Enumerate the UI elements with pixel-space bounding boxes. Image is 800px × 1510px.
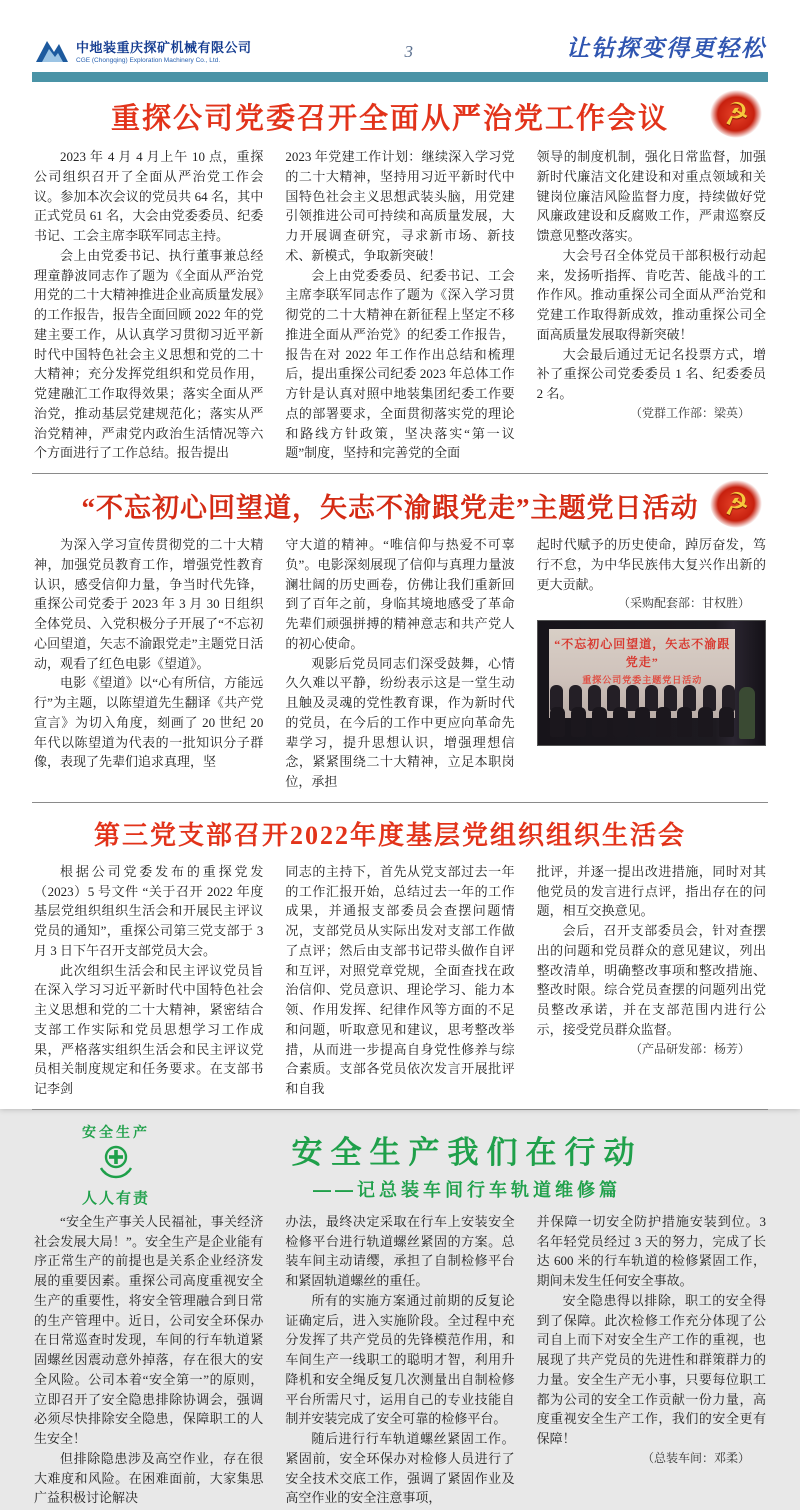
section-divider: [32, 802, 768, 803]
article2-columns: [32, 533, 768, 794]
safety-cross-emblem-icon: [95, 1142, 137, 1182]
safety-logo-top-label: 安全生产: [82, 1123, 150, 1140]
safety-logo-bottom-label: 人人有责: [81, 1189, 150, 1207]
article3-columns: [32, 860, 768, 1101]
article1-columns: [32, 145, 768, 465]
article1-title-row: [32, 92, 768, 145]
article3-col2: [285, 862, 514, 1099]
article-paragraph: 2023 年党建工作计划：继续深入学习党的二十大精神，坚持用习近平新时代中国特色社会主义思想武装头脑，用党建引领推进公司可持续和高质量发展，大力开展调查研究，寻求新市场、新技术、新模式，争取新突破！: [285, 149, 515, 263]
party-emblem-icon: ☭: [707, 87, 765, 142]
article4-col1: [34, 1212, 263, 1508]
article-paragraph: 所有的实施方案通过前期的反复论证确定后，进入实施阶段。全过程中充分发挥了共产党员的先锋模范作用，和车间生产一线职工的聪明才智，利用升降机和安全绳反复几次测量出自制检修平台所需尺寸，运用自己的专业技能自制并安装完成了安全可靠的检修平台。: [285, 1292, 515, 1427]
article3-title-row: [32, 811, 768, 860]
company-logo-icon: [34, 37, 70, 64]
article-paragraph: 同志的主持下，首先从党支部过去一年的工作汇报开始，总结过去一年的工作成果，并通报支部委员会查摆问题情况，支部党员从实际出发对支部工作做了点评；然后由支部书记带头做作自评和互评，对照党章党规，全面查找在政治信仰、党员意识、理论学习、能力本领、作用发挥、纪律作风等方面的不足和问题，听取意见和建议，思考整改举措，从而进一步提高自身党性修养与综合素质。支部各党员依次发言开展批评和自我: [285, 863, 515, 1096]
article-branch-life-meeting: [32, 811, 768, 1101]
article-party-committee-meeting: [32, 92, 768, 465]
article2-title: “不忘初心回望道，矢志不渝跟党走”主题党日活动: [81, 493, 699, 523]
article4-title: 安全生产我们在行动: [291, 1135, 643, 1171]
article-paragraph: 2023 年 4 月 4 月上午 10 点，重探公司组织召开了全面从严治党工作会议。参加本次会议的党员共 64 名，其中正式党员 61 名，大会由党委委员、纪委书记、工会主席李联军同志主持。: [34, 149, 264, 243]
article-paragraph: 并保障一切安全防护措施安装到位。3 名年轻党员经过 3 天的努力，完成了长达 600 米的行车轨道的检修紧固工作，期间未发生任何安全事故。: [536, 1213, 766, 1288]
article3-byline: （产品研发部：杨芳）: [629, 1041, 750, 1056]
company-name-en: CGE (Chongqing) Exploration Machinery Co., Ltd.: [76, 57, 221, 64]
article-paragraph: 但排除隐患涉及高空作业，存在很大难度和风险。在困难面前，大家集思广益积极讨论解决: [34, 1450, 264, 1506]
article2-col3: [537, 535, 766, 792]
standing-person-silhouette: [739, 687, 755, 739]
article-paragraph: 大会最后通过无记名投票方式，增补了重探公司党委委员 1 名、纪委委员 2 名。: [536, 346, 766, 401]
company-brand: [34, 37, 252, 64]
article-paragraph: 守大道的精神。“唯信仰与热爱不可辜负”。电影深刻展现了信仰与真理力量波澜壮阔的历史画卷，仿佛让我们重新回到了百年之前，身临其境地感受了革命先辈们顽强拼搏的精神意志和共产党人的初心使命。: [285, 537, 515, 651]
article-paragraph: 会上由党委书记、执行董事兼总经理童静波同志作了题为《全面从严治党用党的二十大精神推进企业高质量发展》的工作报告，报告全面回顾 2022 年的党建主要工作，从认真学习贯彻习近平新时代中国特色社会主义思想和党的二十大精神；充分发挥党组织和党员作用，党建融汇工作取得效果；落实全面从严治党，推动基层党建规范化；落实从严治党精神，严肃党内政治生活情况等六个方面进行了工作总结。报告提出: [34, 247, 264, 461]
company-name-block: [76, 37, 252, 64]
article-paragraph: 安全隐患得以排除，职工的安全得到了保障。此次检修工作充分体现了公司自上而下对安全生产工作的重视，也展现了共产党员的先进性和群策群力的力量。安全生产无小事，只要每位职工都为公司的安全工作贡献一份力量，高度重视安全生产工作，我们的安全更有保障！: [536, 1292, 766, 1446]
article4-header: [32, 1118, 768, 1210]
article4-columns: [32, 1210, 768, 1510]
article-paragraph: 为深入学习宣传贯彻党的二十大精神，加强党员教育工作，增强党性教育认识，感受信仰力量，争当时代先锋，重探公司党委于 2023 年 3 月 30 日组织全体党员、入党积极分子开展了“不忘初心回望道，矢志不渝跟党走”主题党日活动，观看了红色电影《望道》。: [34, 537, 264, 671]
party-emblem-icon: ☭: [707, 477, 765, 532]
article1-col3: [537, 147, 766, 463]
safety-logo: [56, 1122, 176, 1208]
masthead-divider-bar: [32, 72, 768, 82]
article1-col2: [285, 147, 514, 463]
masthead-slogan: 让钻探变得更轻松: [565, 36, 766, 61]
masthead: [32, 30, 768, 70]
article-paragraph: 会上由党委委员、纪委书记、工会主席李联军同志作了题为《深入学习贯彻党的二十大精神在新征程上坚定不移推进全面从严治党》的纪委工作报告，报告在对 2022 年工作作出总结和梳理后，提出重探公司纪委 2023 年总体工作方针是认真对照中地装集团纪委工作要点的部署要求，全面贯彻落实党的理论和路线方针政策，坚决落实“第一议题”制度，坚持和完善党的全面: [285, 267, 515, 461]
crowd-silhouettes-front-row: [547, 707, 738, 737]
article-paragraph: 大会号召全体党员干部积极行动起来，发扬听指挥、肯吃苦、能战斗的工作作风。推动重探公司全面从严治党和党建工作取得新成效，推动重探公司全面高质量发展取得新突破！: [536, 247, 766, 342]
article4-col3: [537, 1212, 766, 1508]
article-theme-party-day: [32, 482, 768, 794]
article-paragraph: 电影《望道》以“心有所信，方能远行”为主题，以陈望道先生翻译《共产党宣言》为切入角度，刻画了 20 世纪 20 年代以陈望道为代表的一批知识分子群像，表现了先辈们追求真理，坚: [34, 675, 264, 770]
article2-title-row: [32, 482, 768, 533]
article-paragraph: 领导的制度机制，强化日常监督，加强新时代廉洁文化建设和对重点领域和关键岗位廉洁风险监督力度，持续做好党风廉政建设和反腐败工作，严肃巡察反馈意见整改落实。: [536, 149, 766, 243]
company-name: 中地装重庆探矿机械有限公司: [76, 40, 252, 55]
page-number: 3: [404, 42, 413, 61]
photo-banner-line2: 重探公司党委主题党日活动: [582, 675, 703, 686]
article-paragraph: 起时代赋予的历史使命，踔厉奋发，笃行不怠，为中华民族伟大复兴作出新的更大贡献。: [536, 537, 766, 592]
article1-col1: [34, 147, 263, 463]
article-paragraph: 办法，最终决定采取在行车上安装安全检修平台进行轨道螺丝紧固的方案。总装车间主动请缨，承担了自制检修平台和紧固轨道螺丝的重任。: [285, 1213, 515, 1288]
article-paragraph: 观影后党员同志们深受鼓舞，心情久久难以平静，纷纷表示这是一堂生动且触及灵魂的党性教育课，作为新时代的党员，在今后的工作中更应向革命先辈学习，提升思想认识，增强理想信念，紧紧围绕二十大精神，立足本职岗位，承担: [285, 655, 515, 789]
article3-col3: [537, 862, 766, 1099]
article-paragraph: 此次组织生活会和民主评议党员旨在深入学习习近平新时代中国特色社会主义思想和党的二十大精神，紧密结合支部工作实际和党员思想学习工作成果，严格落实组织生活会和民主评议党员相关制度规定和任务要求。在支部书记李剑: [34, 962, 264, 1096]
article2-col2: [285, 535, 514, 792]
article1-byline: （党群工作部：梁英）: [629, 405, 750, 420]
article4-byline: （总装车间：邓柔）: [641, 1450, 750, 1465]
article-paragraph: 批评，并逐一提出改进措施，同时对其他党员的发言进行点评，指出存在的问题，相互交换意见。: [536, 863, 766, 919]
article-safety-production: [32, 1118, 768, 1510]
photo-banner-line1: “不忘初心回望道，矢志不渝跟党走”: [554, 636, 731, 670]
article-paragraph: “安全生产事关人民福祉，事关经济社会发展大局！”。安全生产是企业能有序正常生产的前提也是关系企业经济发展的重要因素。重探公司高度重视安全生产的重要性，将安全管理融合到日常的生产管理中。近日，公司安全环保办在日常巡查时发现，车间的行车轨道紧固螺丝因震动意外掉落，存在很大的安全风险。公司本着“安全第一”的原则，立即召开了安全隐患排除协调会，强调必须尽快排除安全隐患，保障职工的人生安全！: [34, 1213, 264, 1446]
section-divider: [32, 473, 768, 474]
article1-title: 重探公司党委召开全面从严治党工作会议: [110, 103, 669, 135]
article4-subtitle: ——记总装车间行车轨道维修篇: [313, 1180, 621, 1201]
article-paragraph: 随后进行行车轨道螺丝紧固工作。紧固前，安全环保办对检修人员进行了安全技术交底工作，强调了紧固作业及高空作业的安全注意事项，: [285, 1431, 515, 1506]
article2-byline: （采购配套部：甘权胜）: [617, 596, 750, 611]
article2-col1: [34, 535, 263, 792]
article4-titles: [176, 1127, 758, 1202]
article-paragraph: 根据公司党委发布的重探党发（2023）5 号文件 “关于召开 2022 年度基层党组织组织生活会和开展民主评议党员的通知”，重探公司第三党支部于 3 月 3 日下午召开支部党员大会。: [34, 863, 264, 958]
section-divider: [32, 1109, 768, 1110]
article3-col1: [34, 862, 263, 1099]
article4-col2: [285, 1212, 514, 1508]
article-paragraph: 会后，召开支部委员会，针对查摆出的问题和党员群众的意见建议，列出整改清单，明确整改事项和整改措施、整改时限。综合党员查摆的问题列出党员整改承诺，并在支部范围内进行公示，接受党员群众监督。: [536, 923, 766, 1037]
article3-title: 第三党支部召开2022年度基层党组织组织生活会: [93, 820, 686, 850]
group-photo: [537, 620, 766, 746]
